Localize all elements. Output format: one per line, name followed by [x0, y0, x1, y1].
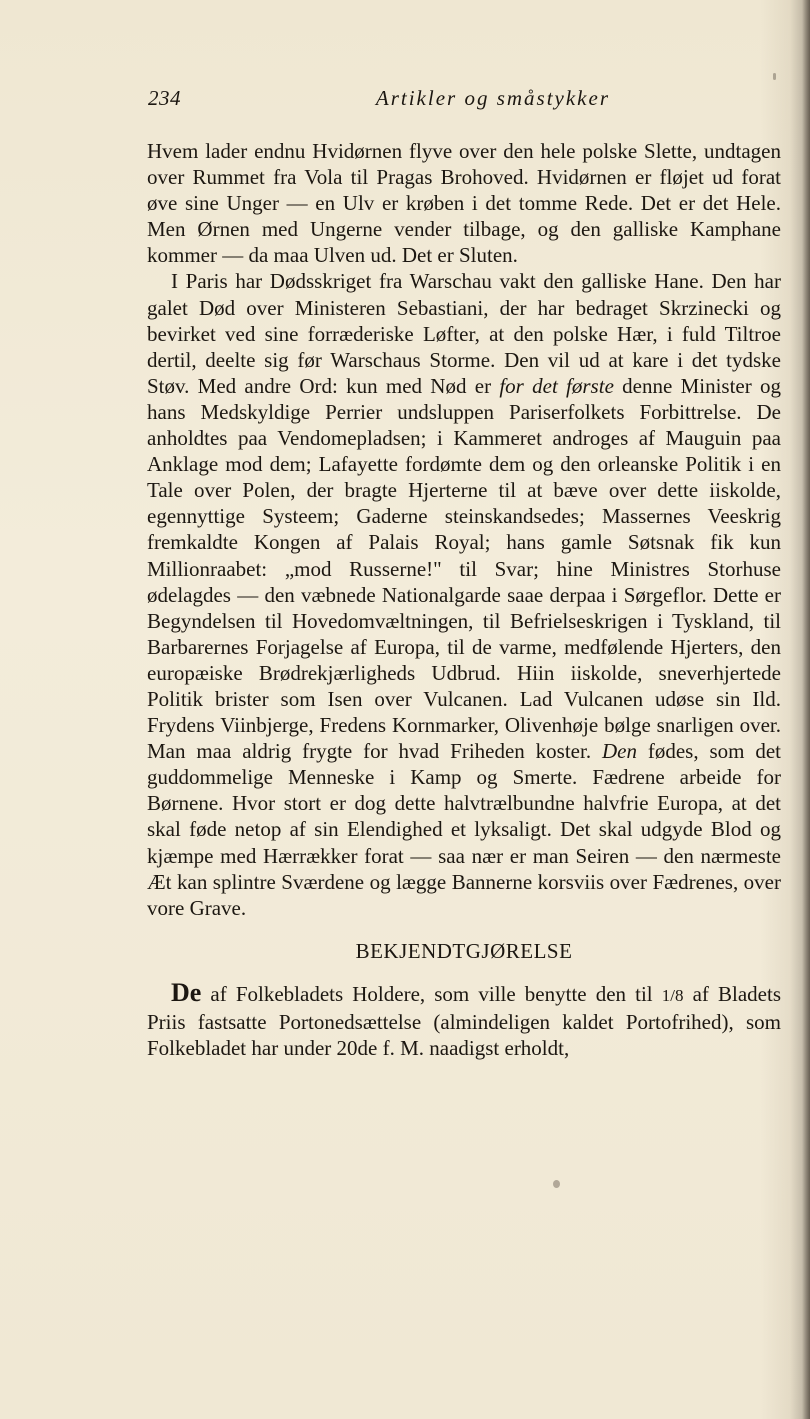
- page-edge-shadow: [802, 0, 810, 1419]
- paragraph-2-part-c: fødes, som det guddommelige Menneske i Kamp og Smerte. Fædrene arbeide for Børnene. Hvor stort er dog dette halvtrælbundne halvfrie Europa, at det skal føde netop af sin Elendighed et lyksaligt. Det skal udgyde Blod og kjæmpe med Hærrækker forat — saa nær er man Seiren — den nærmeste Æt kan splintre Sværdene og lægge Bannerne korsviis over Fædrenes, over vore Grave.: [147, 739, 781, 920]
- emphasis-for-det-forste: for det første: [499, 373, 614, 398]
- paper-speck: [553, 1180, 560, 1188]
- fraction-one-eighth: 1/8: [661, 985, 684, 1005]
- paragraph-1: Hvem lader endnu Hvidørnen flyve over den hele polske Slette, undtagen over Rummet fra Vola til Pragas Brohoved. Hvidørnen er fløjet ud forat øve sine Unger — en Ulv er krøben i det tomme Rede. Det er det Hele. Men Ørnen med Ungerne vender tilbage, og den galliske Kamphane kommer — da maa Ulven ud. Det er Sluten.: [147, 139, 781, 268]
- emphasis-den: Den: [601, 739, 637, 764]
- paragraph-3-part-a: af Folkebladets Holdere, som ville benytte den til: [201, 981, 662, 1006]
- page-header: [148, 86, 610, 116]
- paragraph-2: [147, 268, 781, 920]
- paragraph-3: [147, 977, 781, 1061]
- paragraph-2-part-a: I Paris har Dødsskriget fra Warschau vakt den galliske Hane. Den har galet Død over Ministeren Sebastiani, der har bedraget Skrzinecki og bevirket ved sine forræderiske Løfter, at den polske Hær, i fuld Tiltroe dertil, deelte sig før Warschaus Storme. Den vil ud at kare i det tydske Støv. Med andre Ord: kun med Nød er: [147, 269, 781, 398]
- section-heading: BEKJENDTGJØRELSE: [355, 938, 573, 963]
- running-title: Artikler og småstykker: [375, 86, 610, 110]
- paper-speck: [773, 73, 776, 80]
- page-body: [147, 138, 781, 1061]
- paragraph-3-part-b: af Bladets Priis fastsatte Portonedsættelse (almindeligen kaldet Portofrihed), som Folkebladet har under 20de f. M. naadigst erholdt,: [147, 981, 781, 1060]
- page-number: 234: [148, 86, 181, 110]
- paragraph-2-part-b: denne Minister og hans Medskyldige Perrier undsluppen Pariserfolkets Forbittrelse. De anholdtes paa Vendomepladsen; i Kammeret androges af Mauguin paa Anklage mod dem; Lafayette fordømte dem og den orleanske Politik i en Tale over Polen, der bragte Hjerterne til at bæve over dette iiskolde, egennyttige Systeem; Gaderne steinskandsedes; Massernes Veeskrig fremkaldte Kongen af Palais Royal; hans gamle Søtsnak fik kun Millionraabet: „mod Russerne!" til Svar; hine Ministres Storhuse ødelagdes — den væbnede Nationalgarde saae derpaa i Sørgeflor. Dette er Begyndelsen til Hovedomvæltningen, til Befrielseskrigen i Tyskland, til Barbarernes Forjagelse af Europa, til de varme, medfølende Hjerters, den europæiske Brødrekjærligheds Udbrud. Hiin iiskolde, sneverhjertede Politik brister som Isen over Vulcanen. Lad Vulcanen udøse sin Ild. Frydens Viinbjerge, Fredens Kornmarker, Olivenhøje bølge snarligen over. Man maa aldrig frygte for hvad Friheden koster.: [147, 373, 782, 764]
- dropcap-initial: De: [171, 977, 202, 1007]
